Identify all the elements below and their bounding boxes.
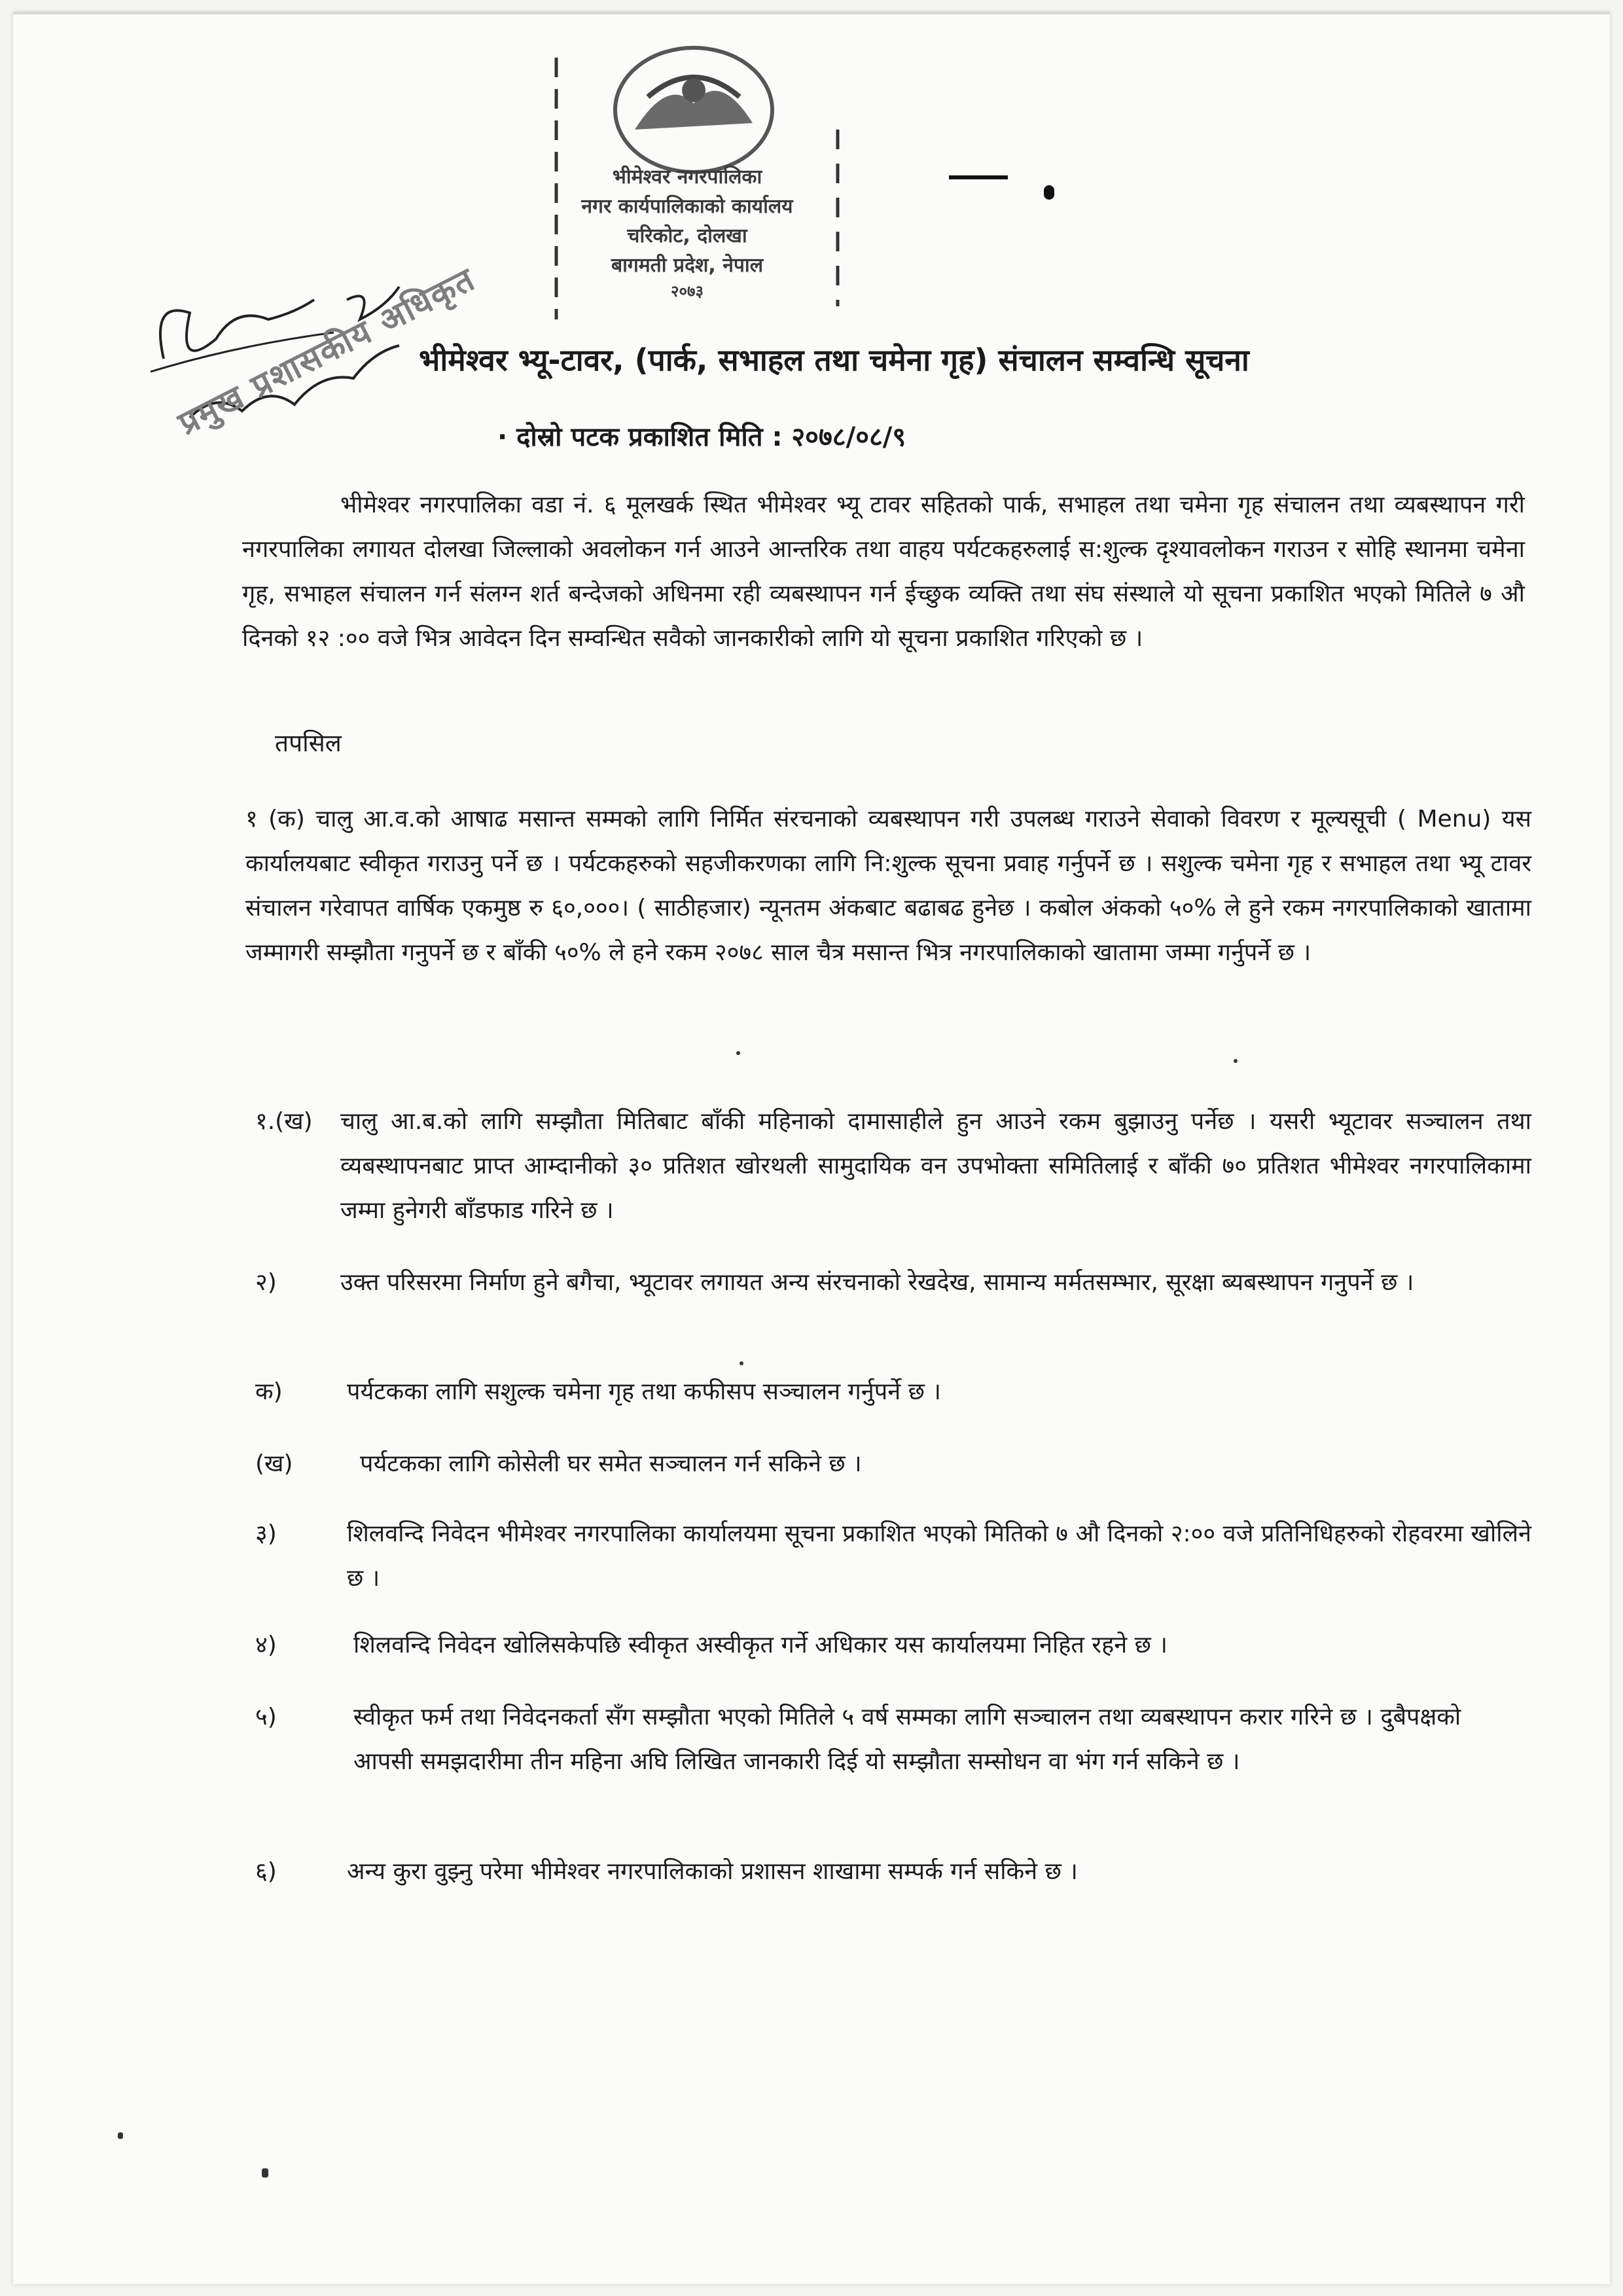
clause-6-number: ६) [255,1858,277,1885]
clause-6 [255,1850,1531,1895]
municipal-seal-stamp [517,31,857,319]
clause-2b-number: (ख) [255,1450,293,1477]
clause-2b [255,1442,1531,1488]
publish-date: · दोस्रो पटक प्रकाशित मिति : २०७८/०८/९ [497,422,906,452]
ink-mark [949,175,1008,179]
stray-dot [1234,1059,1238,1063]
clause-2-number: २) [255,1269,277,1296]
clause-1b-text: चालु आ.ब.को लागि सम्झौता मितिबाट बाँकी महिनाको दामासाहीले हुन आउने रकम बुझाउनु पर्नेछ । यसरी भ्यूटावर सञ्चालन तथा व्यबस्थापनबाट प्राप्त आम्दानीको ३० प्रतिशत खोरथली सामुदायिक वन उपभोक्ता समितिलाई र बाँकी ७० प्रतिशत भीमेश्वर नगरपालिकामा जम्मा हुनेगरी बाँडफाड गरिने छ । [340,1108,1531,1224]
clause-1b-number: १.(ख) [255,1108,313,1135]
clause-3-text: शिलवन्दि निवेदन भीमेश्वर नगरपालिका कार्यालयमा सूचना प्रकाशित भएको मितिको ७ औ दिनको २:०० वजे प्रतिनिधिहरुको रोहवरमा खोलिने छ । [347,1520,1531,1592]
page-edge [13,12,1610,14]
clause-2 [255,1261,1531,1359]
stray-dot [736,1051,740,1055]
clause-1a-text: १ (क) चालु आ.व.को आषाढ मसान्त सम्मको लागि निर्मित संरचनाको व्यबस्थापन गरी उपलब्ध गराउने सेवाको विवरण र मूल्यसूची ( Menu) यस कार्यालयबाट स्वीकृत गराउनु पर्ने छ । पर्यटकहरुको सहजीकरणका लागि नि:शुल्क सूचना प्रवाह गर्नुपर्ने छ । सशुल्क चमेना गृह र सभाहल तथा भ्यू टावर संचालन गरेवापत वार्षिक एकमुष्ठ रु ६०,०००। ( साठीहजार) न्यूनतम अंकबाट बढाबढ हुनेछ । कबोल अंकको ५०% ले हुने रकम नगरपालिकाको खातामा जम्मागरी सम्झौता गनुपर्ने छ र बाँकी ५०% ले हने रकम २०७८ साल चैत्र मसान्त भित्र नगरपालिकाको खातामा जम्मा गर्नुपर्ने छ । [245,806,1531,966]
stray-dot [262,2168,268,2178]
notice-title: भीमेश्वर भ्यू-टावर, (पार्क, सभाहल तथा चमेना गृह) संचालन सम्वन्धि सूचना [419,342,1249,378]
clause-2a [255,1370,1531,1416]
stray-dot [118,2132,123,2139]
seal-line-2: नगर कार्यपालिकाको कार्यालय [581,195,793,218]
clause-2a-text: पर्यटकका लागि सशुल्क चमेना गृह तथा कफीसप सञ्चालन गर्नुपर्ने छ । [347,1378,941,1405]
clause-2a-number: क) [255,1378,283,1405]
clause-4-text: शिलवन्दि निवेदन खोलिसकेपछि स्वीकृत अस्वीकृत गर्ने अधिकार यस कार्यालयमा निहित रहने छ । [353,1632,1168,1659]
clause-2b-text: पर्यटकका लागि कोसेली घर समेत सञ्चालन गर्न सकिने छ । [360,1450,862,1477]
ink-dot [1044,185,1054,200]
seal-line-3: चरिकोट, दोलखा [627,224,747,247]
office-official-stamp: प्रमुख प्रशासकीय अधिकृत [172,260,482,442]
seal-line-5: २०७३ [671,282,704,300]
seal-line-4: बागमती प्रदेश, नेपाल [611,254,764,277]
clause-2-text: उक्त परिसरमा निर्माण हुने बगैचा, भ्यूटावर लगायत अन्य संरचनाको रेखदेख, सामान्य मर्मतसम्भार, सूरक्षा ब्यबस्थापन गनुपर्ने छ । [340,1269,1414,1296]
intro-text: भीमेश्वर नगरपालिका वडा नं. ६ मूलखर्क स्थित भीमेश्वर भ्यू टावर सहितको पार्क, सभाहल तथा चमेना गृह संचालन तथा व्यबस्थापन गरी नगरपालिका लगायत दोलखा जिल्लाको अवलोकन गर्न आउने आन्तरिक तथा वाहय पर्यटकहरुलाई स:शुल्क दृश्यावलोकन गराउन र सोहि स्थानमा चमेना गृह, सभाहल संचालन गर्न संलग्न शर्त बन्देजको अधिनमा रही व्यबस्थापन गर्न ईच्छुक व्यक्ति तथा संघ संस्थाले यो सूचना प्रकाशित भएको मितिले ७ औ दिनको १२ :०० वजे भित्र आवेदन दिन सम्वन्धित सवैको जानकारीको लागि यो सूचना प्रकाशित गरिएको छ । [242,492,1525,652]
clause-3 [255,1512,1531,1610]
section-heading-details: तपसिल [275,729,342,757]
stray-dot [740,1361,743,1365]
clause-4 [255,1623,1531,1669]
notice-page [13,12,1610,2284]
clause-1b [255,1100,1531,1244]
clause-1a [245,797,1531,1033]
clause-3-number: ३) [255,1520,277,1547]
clause-5-text: स्वीकृत फर्म तथा निवेदनकर्ता सँग सम्झौता भएको मितिले ५ वर्ष सम्मका लागि सञ्चालन तथा व्यबस्थापन करार गरिने छ । दुबैपक्षको आपसी समझदारीमा तीन महिना अघि लिखित जानकारी दिई यो सम्झौता सम्सोधन वा भंग गर्न सकिने छ । [353,1704,1461,1775]
intro-paragraph [242,483,1525,661]
clause-5-number: ५) [255,1704,277,1731]
clause-5 [255,1695,1499,1839]
clause-6-text: अन्य कुरा वुझ्नु परेमा भीमेश्वर नगरपालिकाको प्रशासन शाखामा सम्पर्क गर्न सकिने छ । [347,1858,1078,1885]
seal-line-1: भीमेश्वर नगरपालिका [612,166,762,188]
clause-4-number: ४) [255,1632,277,1659]
